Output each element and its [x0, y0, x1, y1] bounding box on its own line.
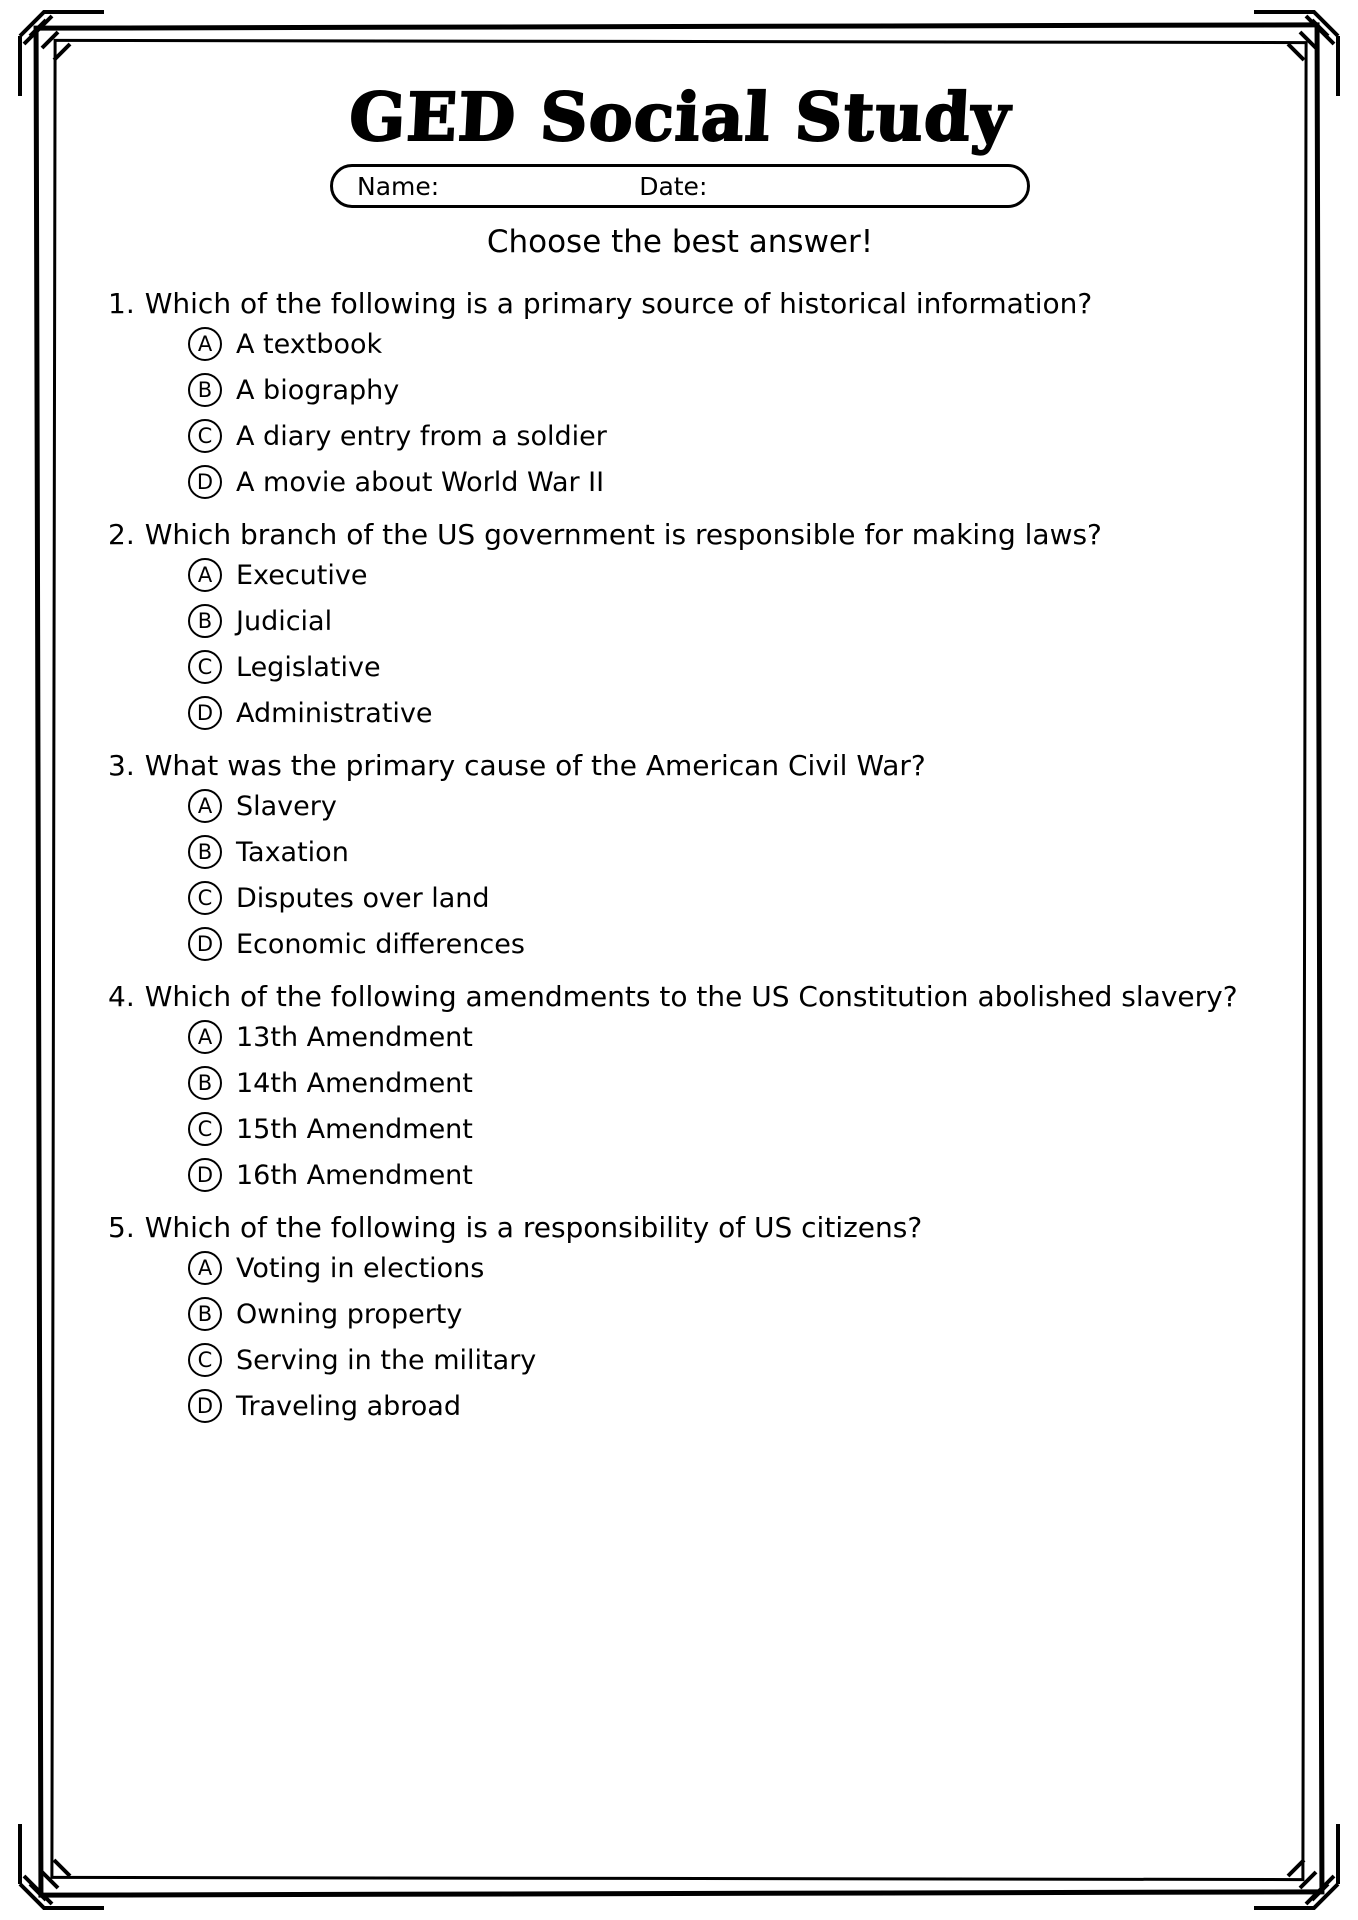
option-item[interactable] — [80, 1343, 1280, 1377]
option-letter[interactable]: B — [188, 373, 222, 407]
page-title: GED Social Study — [347, 78, 1013, 156]
question-text: Which branch of the US government is responsible for making laws? — [144, 518, 1102, 551]
option-item[interactable] — [80, 1297, 1280, 1331]
option-item[interactable] — [80, 1112, 1280, 1146]
option-text: Administrative — [236, 697, 433, 729]
option-letter[interactable]: A — [188, 327, 222, 361]
option-letter[interactable]: C — [188, 650, 222, 684]
question-number: 3. — [108, 749, 135, 782]
corner-ornament-bottom-left — [14, 1818, 110, 1914]
option-text: Disputes over land — [236, 882, 490, 914]
option-text: Serving in the military — [236, 1344, 537, 1376]
option-item[interactable] — [80, 373, 1280, 407]
option-letter[interactable]: A — [188, 1251, 222, 1285]
option-item[interactable] — [80, 927, 1280, 961]
option-item[interactable] — [80, 696, 1280, 730]
question — [80, 979, 1280, 1014]
option-letter[interactable]: D — [188, 1158, 222, 1192]
option-item[interactable] — [80, 419, 1280, 453]
option-letter[interactable]: B — [188, 604, 222, 638]
option-letter[interactable]: C — [188, 881, 222, 915]
option-letter[interactable]: D — [188, 927, 222, 961]
option-text: A biography — [236, 374, 400, 406]
option-letter[interactable]: D — [188, 696, 222, 730]
option-letter[interactable]: C — [188, 1112, 222, 1146]
option-text: A diary entry from a soldier — [236, 420, 607, 452]
option-item[interactable] — [80, 650, 1280, 684]
option-text: Voting in elections — [236, 1252, 485, 1284]
option-text: Traveling abroad — [236, 1390, 461, 1422]
option-text: 14th Amendment — [236, 1067, 473, 1099]
date-label: Date: — [639, 171, 708, 201]
option-item[interactable] — [80, 1158, 1280, 1192]
option-letter[interactable]: B — [188, 1297, 222, 1331]
option-list — [80, 1020, 1280, 1192]
option-text: Slavery — [236, 790, 337, 822]
option-list — [80, 327, 1280, 499]
option-letter[interactable]: D — [188, 1389, 222, 1423]
question — [80, 1210, 1280, 1245]
question-number: 4. — [108, 980, 135, 1013]
question — [80, 517, 1280, 552]
option-text: A textbook — [236, 328, 383, 360]
question-text: What was the primary cause of the American Civil War? — [144, 749, 926, 782]
corner-ornament-bottom-right — [1248, 1818, 1344, 1914]
option-text: Owning property — [236, 1298, 463, 1330]
option-text: Taxation — [236, 836, 349, 868]
option-text: 16th Amendment — [236, 1159, 473, 1191]
option-letter[interactable]: D — [188, 465, 222, 499]
option-item[interactable] — [80, 558, 1280, 592]
option-letter[interactable]: C — [188, 1343, 222, 1377]
question-text: Which of the following is a responsibility of US citizens? — [144, 1211, 923, 1244]
name-label: Name: — [357, 171, 440, 201]
option-item[interactable] — [80, 327, 1280, 361]
option-text: Legislative — [236, 651, 381, 683]
question-text: Which of the following is a primary source of historical information? — [144, 287, 1093, 320]
option-list — [80, 1251, 1280, 1423]
question — [80, 748, 1280, 783]
option-text: 13th Amendment — [236, 1021, 473, 1053]
option-text: A movie about World War II — [236, 466, 605, 498]
option-letter[interactable]: A — [188, 558, 222, 592]
option-item[interactable] — [80, 789, 1280, 823]
option-text: Executive — [236, 559, 368, 591]
worksheet-content — [80, 60, 1280, 1441]
option-item[interactable] — [80, 1389, 1280, 1423]
option-letter[interactable]: C — [188, 419, 222, 453]
option-letter[interactable]: B — [188, 1066, 222, 1100]
name-date-field[interactable] — [330, 164, 1030, 208]
option-text: Judicial — [236, 605, 333, 637]
option-text: Economic differences — [236, 928, 525, 960]
question-number: 2. — [108, 518, 135, 551]
option-letter[interactable]: B — [188, 835, 222, 869]
option-item[interactable] — [80, 1020, 1280, 1054]
option-letter[interactable]: A — [188, 789, 222, 823]
question-number: 1. — [108, 287, 135, 320]
question-text: Which of the following amendments to the US Constitution abolished slavery? — [144, 980, 1238, 1013]
option-item[interactable] — [80, 1066, 1280, 1100]
instruction-text: Choose the best answer! — [486, 224, 874, 260]
option-item[interactable] — [80, 465, 1280, 499]
option-item[interactable] — [80, 1251, 1280, 1285]
option-item[interactable] — [80, 835, 1280, 869]
option-list — [80, 558, 1280, 730]
option-item[interactable] — [80, 881, 1280, 915]
question-number: 5. — [108, 1211, 135, 1244]
question — [80, 286, 1280, 321]
option-list — [80, 789, 1280, 961]
option-item[interactable] — [80, 604, 1280, 638]
option-letter[interactable]: A — [188, 1020, 222, 1054]
option-text: 15th Amendment — [236, 1113, 473, 1145]
